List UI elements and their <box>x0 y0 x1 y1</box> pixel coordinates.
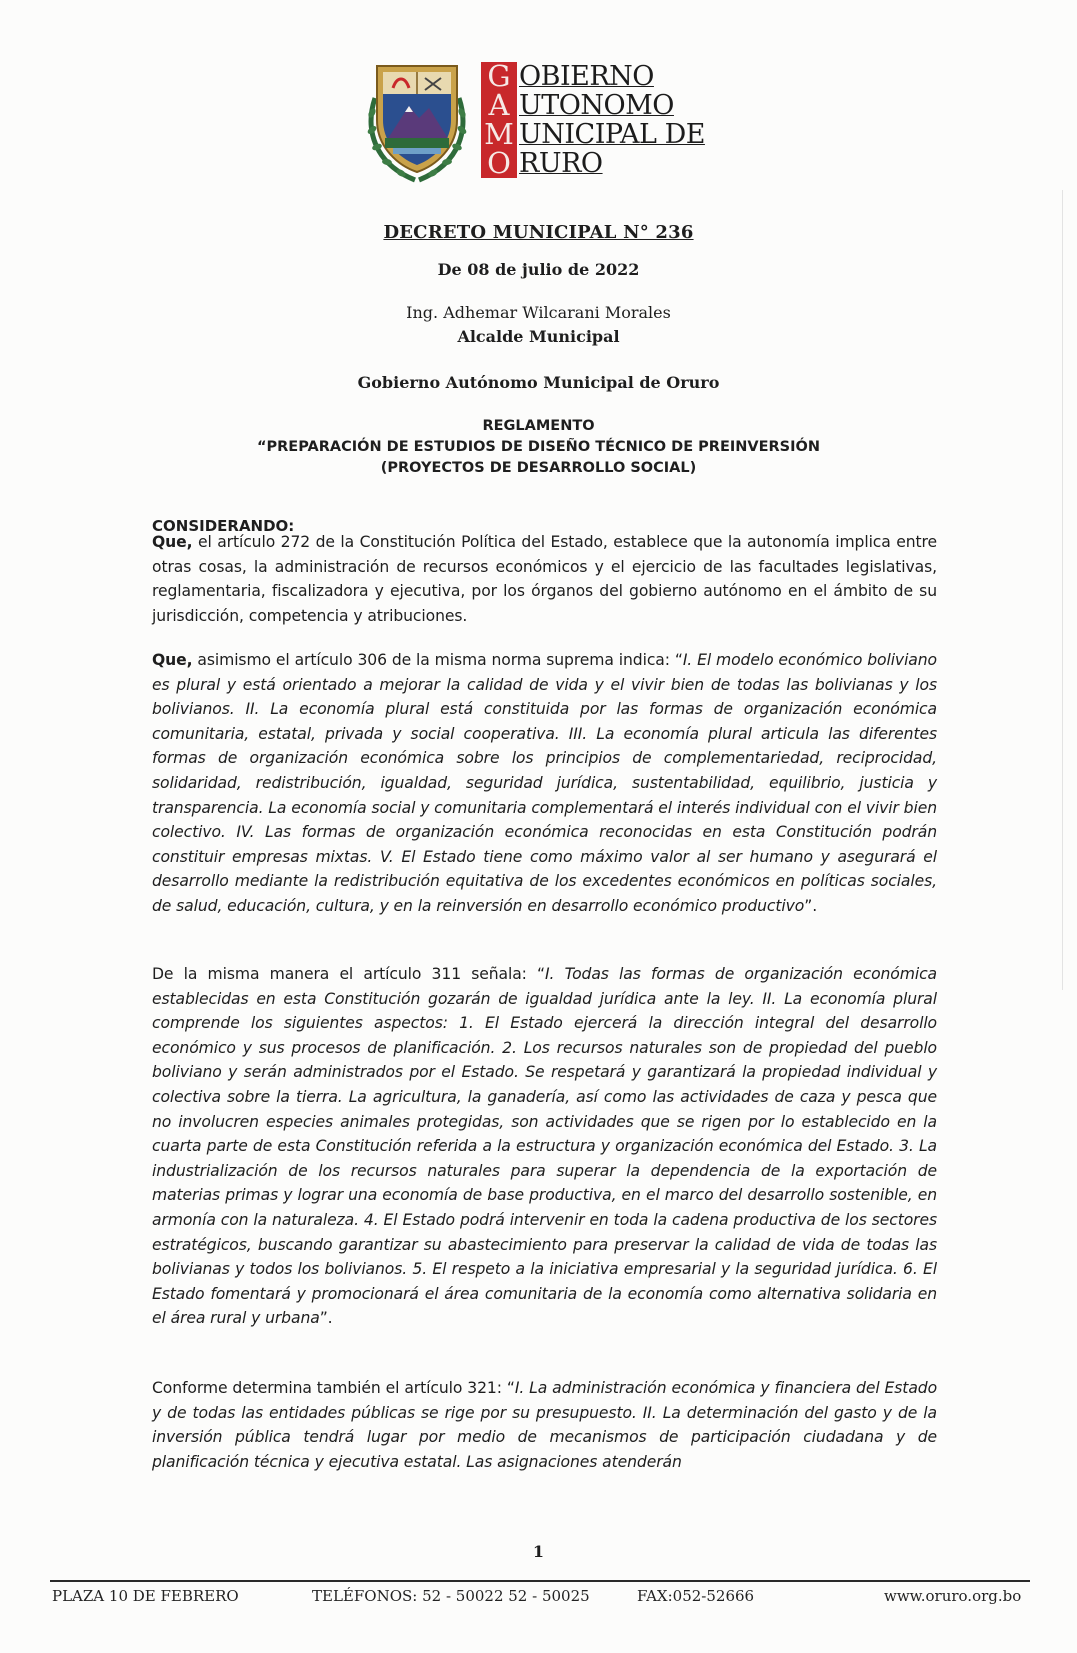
regulation-line: REGLAMENTO <box>482 418 595 434</box>
paragraph-end: ”. <box>804 896 818 915</box>
paragraph-text: asimismo el artículo 306 de la misma norma suprema indica: “ <box>192 651 683 669</box>
coat-of-arms-icon <box>363 58 471 186</box>
government-name: Gobierno Autónomo Municipal de Oruro <box>357 373 720 392</box>
paragraph-quote: I. El modelo económico boliviano es plural y está orientado a mejorar la calidad de vida y el vivir bien de todas las bolivianas y los bolivianos. II. La economía plural está constituida por las formas de organización económica comunitaria, estatal, privada y social cooperativa. III. La economía plural articula las diferentes formas de organización económica sobre los principios de complementariedad, reciprocidad, solidaridad, redistribución, igualdad, seguridad jurídica, sustentabilidad, equilibrio, justicia y transparencia. La economía social y comunitaria complementará el interés individual con el vivir bien colectivo. IV. Las formas de organización económica reconocidas en esta Constitución podrán constituir empresas mixtas. V. El Estado tiene como máximo valor al ser humano y asegurará el desarrollo mediante la redistribución equitativa de los excedentes económicos en políticas sociales, de salud, educación, cultura, y en la reinversión en desarrollo económico productivo <box>152 651 937 915</box>
letterhead <box>363 56 763 186</box>
mayor-name: Ing. Adhemar Wilcarani Morales <box>406 303 671 322</box>
paragraph-2 <box>152 648 937 919</box>
footer-divider <box>50 1580 1030 1582</box>
paragraph-4 <box>152 1376 937 1474</box>
considerando-heading: CONSIDERANDO: <box>152 517 295 535</box>
initial-letter: M <box>484 117 514 151</box>
name-line: RURO <box>519 148 603 179</box>
decree-number: DECRETO MUNICIPAL N° 236 <box>383 222 694 243</box>
footer-fax: FAX:052-52666 <box>637 1587 755 1605</box>
name-line: UNICIPAL DE <box>519 119 705 150</box>
name-line: OBIERNO <box>519 61 654 92</box>
regulation-line: “PREPARACIÓN DE ESTUDIOS DE DISEÑO TÉCNICO DE PREINVERSIÓN <box>256 439 820 455</box>
scan-edge-line <box>1062 190 1063 990</box>
institution-name <box>519 62 769 178</box>
paragraph-1 <box>152 530 937 628</box>
paragraph-lead: Que, <box>152 533 193 551</box>
paragraph-lead: Que, <box>152 651 193 669</box>
regulation-title <box>0 416 1077 479</box>
paragraph-text: el artículo 272 de la Constitución Política del Estado, establece que la autonomía implica entre otras cosas, la administración de recursos económicos y el ejercicio de las facultades legislativas, reglamentaria, fiscalizadora y ejecutiva, por los órganos del gobierno autónomo en el ámbito de su jurisdicción, competencia y atribuciones. <box>152 533 937 625</box>
footer-address: PLAZA 10 DE FEBRERO <box>52 1587 239 1605</box>
mayor-title: Alcalde Municipal <box>457 327 620 346</box>
paragraph-text: De la misma manera el artículo 311 señala: “ <box>152 965 546 983</box>
name-line: UTONOMO <box>519 90 674 121</box>
paragraph-text: Conforme determina también el artículo 321: “ <box>152 1379 515 1397</box>
initial-letter: A <box>488 88 510 122</box>
paragraph-quote: I. La administración económica y financiera del Estado y de todas las entidades públicas se rige por su presupuesto. II. La determinación del gasto y de la inversión pública tendrá lugar por medio de mecanismos de participación ciudadana y de planificación técnica y ejecutiva estatal. Las asignaciones atenderán <box>152 1379 938 1471</box>
initials-column <box>481 59 517 180</box>
paragraph-quote: I. Todas las formas de organización económica establecidas en esta Constitución gozarán de igualdad jurídica ante la ley. II. La economía plural comprende los siguientes aspectos: 1. El Estado ejercerá la dirección integral del desarrollo económico y sus procesos de planificación. 2. Los recursos naturales son de propiedad del pueblo boliviano y serán administrados por el Estado. Se respetará y garantizará la propiedad individual y colectiva sobre la tierra. La agricultura, la ganadería, así como las actividades de caza y pesca que no involucren especies animales protegidas, son actividades que se rigen por lo establecido en la cuarta parte de esta Constitución referida a la estructura y organización económica del Estado. 3. La industrialización de los recursos naturales para superar la dependencia de la exportación de materias primas y lograr una economía de base productiva, en el marco del desarrollo sostenible, en armonía con la naturaleza. 4. El Estado podrá intervenir en toda la cadena productiva de los sectores estratégicos, buscando garantizar su abastecimiento para preservar la calidad de vida de todas las bolivianas y todos los bolivianos. 5. El respeto a la iniciativa empresarial y la seguridad jurídica. 6. El Estado fomentará y promocionará el área comunitaria de la economía como alternativa solidaria en el área rural y urbana <box>152 965 937 1328</box>
regulation-line: (PROYECTOS DE DESARROLLO SOCIAL) <box>380 460 697 476</box>
footer-phones: TELÉFONOS: 52 - 50022 52 - 50025 <box>312 1587 590 1605</box>
page-number: 1 <box>532 1542 545 1561</box>
initial-letter: O <box>487 146 511 180</box>
paragraph-end: ”. <box>319 1309 333 1328</box>
footer-website: www.oruro.org.bo <box>884 1587 1022 1605</box>
decree-date: De 08 de julio de 2022 <box>437 260 640 279</box>
initial-letter: G <box>487 59 511 93</box>
paragraph-3 <box>152 962 937 1331</box>
